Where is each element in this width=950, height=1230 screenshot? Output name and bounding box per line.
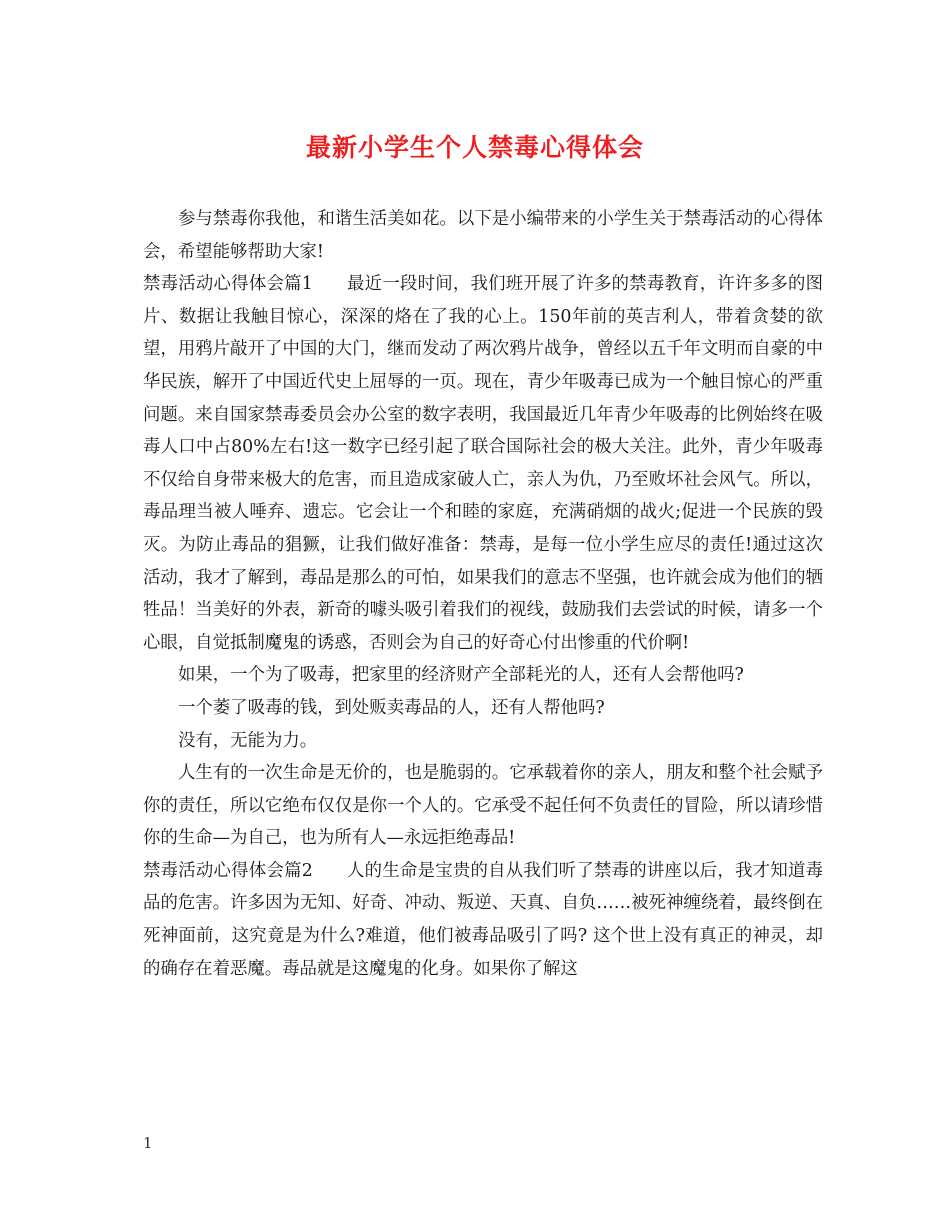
section-1-paragraph [143,268,823,659]
section-2-heading: 禁毒活动心得体会篇2 [143,860,313,881]
section-1-body: 最近一段时间，我们班开展了许多的禁毒教育，许许多多的图片、数据让我触目惊心，深深的烙在了我的心上。150年前的英吉利人，带着贪婪的欲望，用鸦片敲开了中国的大门，继而发动了两次鸦片战争，曾经以五千年文明而自豪的中华民族，解开了中国近代史上屈辱的一页。现在，青少年吸毒已成为一个触目惊心的严重问题。来自国家禁毒委员会办公室的数字表明，我国最近几年青少年吸毒的比例始终在吸毒人口中占80%左右!这一数字已经引起了联合国际社会的极大关注。此外，青少年吸毒不仅给自身带来极大的危害，而且造成家破人亡，亲人为仇，乃至败坏社会风气。所以，毒品理当被人唾弃、遗忘。它会让一个和睦的家庭，充满硝烟的战火;促进一个民族的毁灭。为防止毒品的猖獗，让我们做好准备：禁毒，是每一位小学生应尽的责任!通过这次活动，我才了解到，毒品是那么的可怕，如果我们的意志不坚强，也许就会成为他们的牺牲品！当美好的外表，新奇的噱头吸引着我们的视线，鼓励我们去尝试的时候，请多一个心眼，自觉抵制魔鬼的诱惑，否则会为自己的好奇心付出惨重的代价啊! [143,274,823,653]
section-2-body: 人的生命是宝贵的自从我们听了禁毒的讲座以后，我才知道毒品的危害。许多因为无知、好奇、冲动、叛逆、天真、自负……被死神缠绕着，最终倒在死神面前，这究竟是为什么?难道，他们被毒品吸引了吗? 这个世上没有真正的神灵，却的确存在着恶魔。毒品就是这魔鬼的化身。如果你了解这 [143,860,823,979]
document-title: 最新小学生个人禁毒心得体会 [305,133,644,162]
document-body [143,203,823,985]
section-1-paragraph-4: 没有，无能为力。 [178,730,318,751]
intro-paragraph: 参与禁毒你我他，和谐生活美如花。以下是小编带来的小学生关于禁毒活动的心得体会，希望能够帮助大家! [143,209,823,262]
section-1-paragraph-3: 一个萎了吸毒的钱，到处贩卖毒品的人，还有人帮他吗? [178,697,605,718]
section-1-heading: 禁毒活动心得体会篇1 [143,274,313,295]
section-1-paragraph-5: 人生有的一次生命是无价的，也是脆弱的。它承载着你的亲人，朋友和整个社会赋予你的责任，所以它绝布仅仅是你一个人的。它承受不起任何不负责任的冒险，所以请珍惜你的生命—为自己，也为所有人—永远拒绝毒品! [143,763,823,849]
section-2-paragraph [143,855,823,985]
section-1-paragraph-2: 如果，一个为了吸毒，把家里的经济财产全部耗光的人，还有人会帮他吗? [178,665,744,686]
page-number: 1 [143,1134,153,1152]
